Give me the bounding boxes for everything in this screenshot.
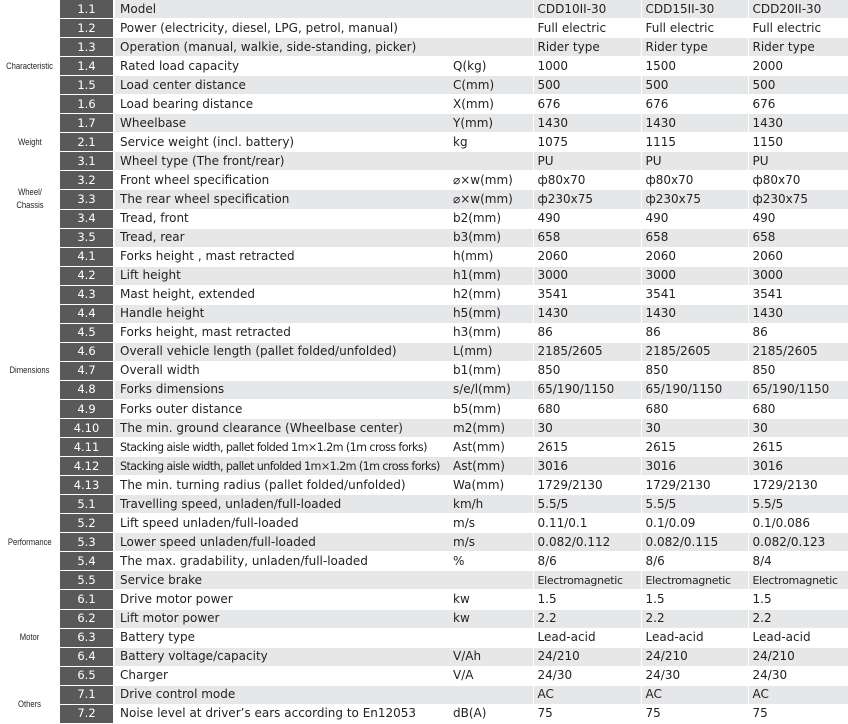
item-label: Travelling speed, unladen/full-loaded	[114, 495, 447, 514]
model-value-3: 490	[748, 209, 848, 228]
row-number: 7.2	[60, 704, 114, 723]
row-number: 7.1	[60, 685, 114, 704]
item-label: Rated load capacity	[114, 57, 447, 76]
model-value-3: 2.2	[748, 609, 848, 628]
item-label: Model	[114, 0, 447, 19]
model-value-1: 500	[533, 76, 641, 95]
unit-label	[447, 571, 533, 590]
row-number: 4.10	[60, 419, 114, 438]
item-label: Tread, front	[114, 209, 447, 228]
spec-row	[0, 685, 848, 704]
model-value-3: 75	[748, 704, 848, 723]
item-label: The rear wheel specification	[114, 190, 447, 209]
row-number: 4.6	[60, 342, 114, 361]
spec-row	[0, 438, 848, 457]
model-value-3: 24/210	[748, 647, 848, 666]
spec-row	[0, 628, 848, 647]
row-number: 4.2	[60, 266, 114, 285]
model-value-3: 2060	[748, 247, 848, 266]
item-label: Lift height	[114, 266, 447, 285]
model-value-3: Lead-acid	[748, 628, 848, 647]
row-number: 4.4	[60, 304, 114, 323]
model-value-3: 658	[748, 228, 848, 247]
category-label	[0, 685, 60, 723]
unit-label: m/s	[447, 533, 533, 552]
spec-row	[0, 95, 848, 114]
model-value-2: Electromagnetic	[641, 571, 748, 590]
model-value-3: Rider type	[748, 38, 848, 57]
model-value-2: 1430	[641, 304, 748, 323]
model-value-2: 2185/2605	[641, 342, 748, 361]
spec-row	[0, 590, 848, 609]
model-value-1: 2.2	[533, 609, 641, 628]
unit-label: X(mm)	[447, 95, 533, 114]
row-number: 5.1	[60, 495, 114, 514]
row-number: 1.3	[60, 38, 114, 57]
model-value-3: 65/190/1150	[748, 380, 848, 399]
spec-row	[0, 419, 848, 438]
category-label	[0, 247, 60, 495]
unit-label: Y(mm)	[447, 114, 533, 133]
category-text: Motor	[20, 632, 40, 643]
model-value-3: 3016	[748, 457, 848, 476]
unit-label: V/Ah	[447, 647, 533, 666]
model-value-3: 24/30	[748, 666, 848, 685]
unit-label: b5(mm)	[447, 399, 533, 418]
model-value-3: 1.5	[748, 590, 848, 609]
model-value-1: 24/210	[533, 647, 641, 666]
model-value-1: 1729/2130	[533, 476, 641, 495]
model-value-2: Rider type	[641, 38, 748, 57]
spec-row	[0, 552, 848, 571]
unit-label: h5(mm)	[447, 304, 533, 323]
spec-row	[0, 38, 848, 57]
item-label: Stacking aisle width, pallet unfolded 1m×1.2m (1m cross forks)	[114, 457, 447, 476]
model-value-3: ф80x70	[748, 171, 848, 190]
unit-label: m/s	[447, 514, 533, 533]
row-number: 4.12	[60, 457, 114, 476]
model-value-2: 0.082/0.115	[641, 533, 748, 552]
model-value-3: 1430	[748, 114, 848, 133]
spec-row	[0, 247, 848, 266]
spec-row	[0, 76, 848, 95]
model-value-1: 3000	[533, 266, 641, 285]
row-number: 1.6	[60, 95, 114, 114]
unit-label	[447, 38, 533, 57]
model-value-1: Rider type	[533, 38, 641, 57]
item-label: Noise level at driver’s ears according to En12053	[114, 704, 447, 723]
category-text: Weight	[18, 136, 42, 147]
model-value-2: 24/30	[641, 666, 748, 685]
spec-row	[0, 266, 848, 285]
item-label: Load bearing distance	[114, 95, 447, 114]
model-value-2: 680	[641, 399, 748, 418]
model-value-3: 1430	[748, 304, 848, 323]
row-number: 3.1	[60, 152, 114, 171]
model-value-2: Full electric	[641, 19, 748, 38]
model-value-1: ф230x75	[533, 190, 641, 209]
row-number: 4.9	[60, 399, 114, 418]
model-value-2: 1500	[641, 57, 748, 76]
model-value-3: 3541	[748, 285, 848, 304]
row-number: 4.7	[60, 361, 114, 380]
item-label: Wheelbase	[114, 114, 447, 133]
unit-label	[447, 685, 533, 704]
item-label: Front wheel specification	[114, 171, 447, 190]
row-number: 4.8	[60, 380, 114, 399]
item-label: Lift speed unladen/full-loaded	[114, 514, 447, 533]
unit-label: b2(mm)	[447, 209, 533, 228]
spec-row	[0, 399, 848, 418]
model-value-2: PU	[641, 152, 748, 171]
item-label: Forks dimensions	[114, 380, 447, 399]
item-label: Mast height, extended	[114, 285, 447, 304]
category-text: Wheel/ Chassis	[16, 187, 44, 211]
model-value-3: 8/4	[748, 552, 848, 571]
unit-label: h3(mm)	[447, 323, 533, 342]
spec-row	[0, 495, 848, 514]
item-label: Battery voltage/capacity	[114, 647, 447, 666]
model-value-3: 2000	[748, 57, 848, 76]
row-number: 6.2	[60, 609, 114, 628]
model-value-1: 2615	[533, 438, 641, 457]
unit-label: s/e/l(mm)	[447, 380, 533, 399]
item-label: Battery type	[114, 628, 447, 647]
row-number: 3.3	[60, 190, 114, 209]
unit-label: %	[447, 552, 533, 571]
model-value-1: 680	[533, 399, 641, 418]
model-value-3: 850	[748, 361, 848, 380]
model-value-3: 1729/2130	[748, 476, 848, 495]
model-value-1: 0.11/0.1	[533, 514, 641, 533]
row-number: 5.4	[60, 552, 114, 571]
category-text: Others	[18, 698, 42, 709]
model-value-1: 2185/2605	[533, 342, 641, 361]
spec-row	[0, 19, 848, 38]
unit-label: Q(kg)	[447, 57, 533, 76]
model-value-3: AC	[748, 685, 848, 704]
model-value-2: Lead-acid	[641, 628, 748, 647]
category-label	[0, 0, 60, 133]
item-label: Tread, rear	[114, 228, 447, 247]
model-value-2: 658	[641, 228, 748, 247]
model-value-2: ф230x75	[641, 190, 748, 209]
spec-row	[0, 0, 848, 19]
row-number: 4.5	[60, 323, 114, 342]
row-number: 4.3	[60, 285, 114, 304]
model-value-2: 65/190/1150	[641, 380, 748, 399]
item-label: The min. turning radius (pallet folded/unfolded)	[114, 476, 447, 495]
row-number: 2.1	[60, 133, 114, 152]
model-value-2: 490	[641, 209, 748, 228]
model-value-2: 86	[641, 323, 748, 342]
model-value-1: 75	[533, 704, 641, 723]
item-label: Overall width	[114, 361, 447, 380]
item-label: Service weight (incl. battery)	[114, 133, 447, 152]
model-value-2: 3000	[641, 266, 748, 285]
spec-row	[0, 209, 848, 228]
row-number: 5.3	[60, 533, 114, 552]
model-value-3: 2615	[748, 438, 848, 457]
model-value-3: 500	[748, 76, 848, 95]
model-value-3: 5.5/5	[748, 495, 848, 514]
row-number: 6.5	[60, 666, 114, 685]
item-label: Drive control mode	[114, 685, 447, 704]
model-value-2: 676	[641, 95, 748, 114]
model-value-2: 8/6	[641, 552, 748, 571]
spec-row	[0, 476, 848, 495]
spec-row	[0, 228, 848, 247]
item-label: Overall vehicle length (pallet folded/unfolded)	[114, 342, 447, 361]
item-label: Load center distance	[114, 76, 447, 95]
model-value-2: 2615	[641, 438, 748, 457]
model-value-3: CDD20II-30	[748, 0, 848, 19]
unit-label: m2(mm)	[447, 419, 533, 438]
row-number: 3.5	[60, 228, 114, 247]
item-label: Charger	[114, 666, 447, 685]
item-label: The min. ground clearance (Wheelbase center)	[114, 419, 447, 438]
unit-label: b3(mm)	[447, 228, 533, 247]
unit-label: kg	[447, 133, 533, 152]
model-value-1: 1000	[533, 57, 641, 76]
model-value-1: 658	[533, 228, 641, 247]
row-number: 4.11	[60, 438, 114, 457]
unit-label: Ast(mm)	[447, 438, 533, 457]
category-text: Dimensions	[10, 365, 50, 376]
spec-row	[0, 190, 848, 209]
item-label: Forks height, mast retracted	[114, 323, 447, 342]
model-value-1: 3016	[533, 457, 641, 476]
row-number: 5.2	[60, 514, 114, 533]
model-value-2: 24/210	[641, 647, 748, 666]
category-text: Performance	[8, 536, 52, 547]
row-number: 6.4	[60, 647, 114, 666]
model-value-3: 1150	[748, 133, 848, 152]
spec-row	[0, 342, 848, 361]
model-value-1: Lead-acid	[533, 628, 641, 647]
model-value-1: Full electric	[533, 19, 641, 38]
row-number: 3.4	[60, 209, 114, 228]
model-value-1: 850	[533, 361, 641, 380]
model-value-2: 3016	[641, 457, 748, 476]
item-label: The max. gradability, unladen/full-loaded	[114, 552, 447, 571]
model-value-2: 2.2	[641, 609, 748, 628]
row-number: 1.7	[60, 114, 114, 133]
model-value-1: 1.5	[533, 590, 641, 609]
category-label	[0, 133, 60, 152]
model-value-1: 1430	[533, 304, 641, 323]
spec-row	[0, 133, 848, 152]
unit-label: dB(A)	[447, 704, 533, 723]
model-value-1: Electromagnetic	[533, 571, 641, 590]
category-label	[0, 495, 60, 590]
model-value-2: 5.5/5	[641, 495, 748, 514]
item-label: Handle height	[114, 304, 447, 323]
model-value-2: AC	[641, 685, 748, 704]
row-number: 3.2	[60, 171, 114, 190]
item-label: Stacking aisle width, pallet folded 1m×1.2m (1m cross forks)	[114, 438, 447, 457]
unit-label: kw	[447, 609, 533, 628]
model-value-1: 0.082/0.112	[533, 533, 641, 552]
spec-row	[0, 57, 848, 76]
row-number: 1.1	[60, 0, 114, 19]
spec-row	[0, 647, 848, 666]
model-value-1: 1075	[533, 133, 641, 152]
model-value-3: 676	[748, 95, 848, 114]
model-value-3: 30	[748, 419, 848, 438]
model-value-2: 500	[641, 76, 748, 95]
unit-label	[447, 0, 533, 19]
spec-row	[0, 114, 848, 133]
category-text: Characteristic	[6, 60, 54, 71]
model-value-1: CDD10II-30	[533, 0, 641, 19]
model-value-2: 850	[641, 361, 748, 380]
model-value-2: 75	[641, 704, 748, 723]
row-number: 4.13	[60, 476, 114, 495]
model-value-3: Electromagnetic	[748, 571, 848, 590]
unit-label: km/h	[447, 495, 533, 514]
model-value-3: Full electric	[748, 19, 848, 38]
model-value-2: 1430	[641, 114, 748, 133]
unit-label: L(mm)	[447, 342, 533, 361]
model-value-2: 0.1/0.09	[641, 514, 748, 533]
item-label: Lift motor power	[114, 609, 447, 628]
spec-row	[0, 666, 848, 685]
item-label: Lower speed unladen/full-loaded	[114, 533, 447, 552]
model-value-1: 3541	[533, 285, 641, 304]
spec-row	[0, 457, 848, 476]
model-value-2: CDD15II-30	[641, 0, 748, 19]
model-value-1: 5.5/5	[533, 495, 641, 514]
row-number: 6.3	[60, 628, 114, 647]
item-label: Power (electricity, diesel, LPG, petrol, manual)	[114, 19, 447, 38]
item-label: Forks height , mast retracted	[114, 247, 447, 266]
model-value-2: 30	[641, 419, 748, 438]
model-value-3: 86	[748, 323, 848, 342]
spec-row	[0, 514, 848, 533]
spec-row	[0, 571, 848, 590]
unit-label: ⌀×w(mm)	[447, 171, 533, 190]
spec-row	[0, 533, 848, 552]
unit-label: b1(mm)	[447, 361, 533, 380]
model-value-2: 1.5	[641, 590, 748, 609]
unit-label: ⌀×w(mm)	[447, 190, 533, 209]
item-label: Wheel type (The front/rear)	[114, 152, 447, 171]
unit-label: h(mm)	[447, 247, 533, 266]
model-value-2: 1729/2130	[641, 476, 748, 495]
model-value-1: 65/190/1150	[533, 380, 641, 399]
model-value-2: 2060	[641, 247, 748, 266]
unit-label: h1(mm)	[447, 266, 533, 285]
model-value-1: AC	[533, 685, 641, 704]
model-value-1: 676	[533, 95, 641, 114]
model-value-1: 86	[533, 323, 641, 342]
spec-row	[0, 323, 848, 342]
unit-label	[447, 628, 533, 647]
model-value-3: PU	[748, 152, 848, 171]
unit-label: kw	[447, 590, 533, 609]
model-value-1: ф80x70	[533, 171, 641, 190]
model-value-3: 2185/2605	[748, 342, 848, 361]
spec-row	[0, 704, 848, 723]
model-value-3: 0.1/0.086	[748, 514, 848, 533]
item-label: Forks outer distance	[114, 399, 447, 418]
unit-label: Wa(mm)	[447, 476, 533, 495]
unit-label: V/A	[447, 666, 533, 685]
spec-row	[0, 609, 848, 628]
model-value-3: 3000	[748, 266, 848, 285]
row-number: 6.1	[60, 590, 114, 609]
category-label	[0, 152, 60, 247]
unit-label: C(mm)	[447, 76, 533, 95]
model-value-1: 490	[533, 209, 641, 228]
model-value-1: 2060	[533, 247, 641, 266]
spec-row	[0, 304, 848, 323]
item-label: Operation (manual, walkie, side-standing, picker)	[114, 38, 447, 57]
category-label	[0, 590, 60, 685]
spec-row	[0, 152, 848, 171]
item-label: Drive motor power	[114, 590, 447, 609]
spec-row	[0, 285, 848, 304]
unit-label	[447, 19, 533, 38]
row-number: 4.1	[60, 247, 114, 266]
row-number: 1.5	[60, 76, 114, 95]
model-value-3: ф230x75	[748, 190, 848, 209]
spec-row	[0, 361, 848, 380]
model-value-1: 30	[533, 419, 641, 438]
row-number: 1.2	[60, 19, 114, 38]
model-value-2: 3541	[641, 285, 748, 304]
unit-label	[447, 152, 533, 171]
model-value-2: 1115	[641, 133, 748, 152]
row-number: 5.5	[60, 571, 114, 590]
unit-label: Ast(mm)	[447, 457, 533, 476]
model-value-1: PU	[533, 152, 641, 171]
row-number: 1.4	[60, 57, 114, 76]
model-value-3: 0.082/0.123	[748, 533, 848, 552]
item-label: Service brake	[114, 571, 447, 590]
model-value-3: 680	[748, 399, 848, 418]
model-value-1: 1430	[533, 114, 641, 133]
model-value-1: 8/6	[533, 552, 641, 571]
model-value-1: 24/30	[533, 666, 641, 685]
unit-label: h2(mm)	[447, 285, 533, 304]
model-value-2: ф80x70	[641, 171, 748, 190]
spec-row	[0, 171, 848, 190]
spec-row	[0, 380, 848, 399]
